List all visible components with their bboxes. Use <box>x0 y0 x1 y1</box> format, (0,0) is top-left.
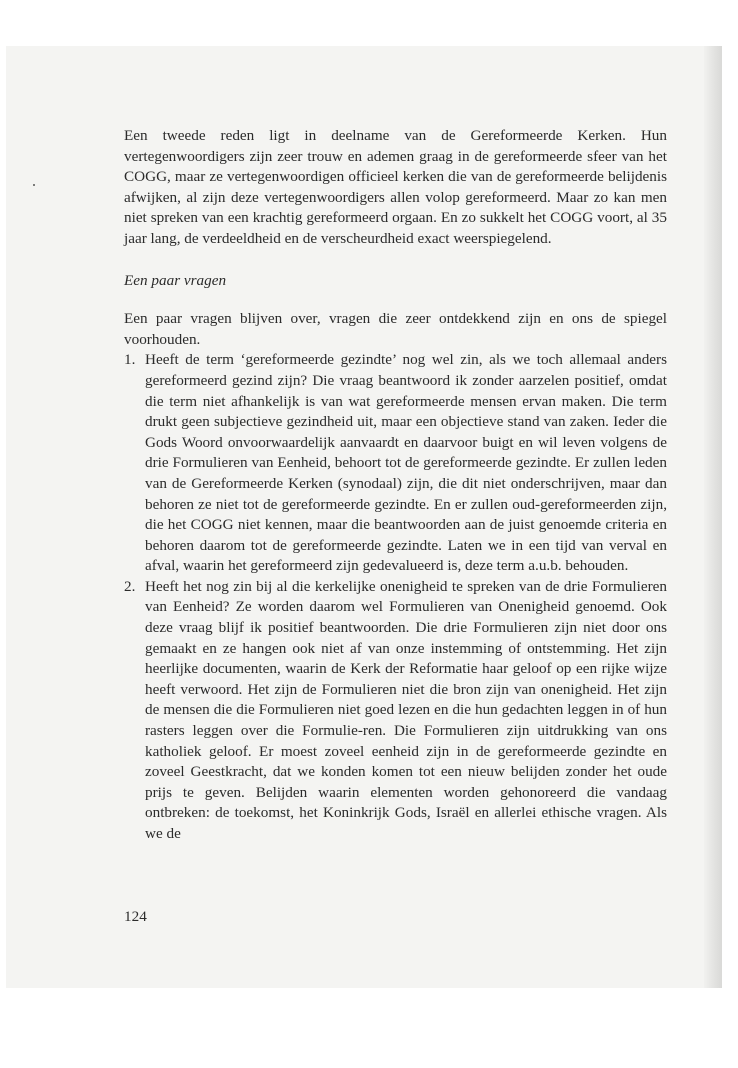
page-number: 124 <box>124 908 147 925</box>
question-item <box>124 577 667 845</box>
question-list <box>124 350 667 844</box>
section-heading: Een paar vragen <box>124 271 227 289</box>
question-number: 2. <box>124 577 136 595</box>
intro-paragraph: Een tweede reden ligt in deelname van de Gereformeerde Kerken. Hun vertegenwoordigers zijn zeer trouw en ademen graag in de gereformeerde sfeer van het COGG, maar ze vertegenwoordigen officieel kerken die van de gereformeerde belijdenis afwijken, al zijn deze vertegenwoordigers allen volop gereformeerd. Maar zo kan men niet spreken van een krachtig gereformeerd orgaan. En zo sukkelt het COGG voort, al 35 jaar lang, de verdeeldheid en de verscheurdheid exact weerspiegelend. <box>124 127 667 247</box>
stray-mark <box>33 184 35 186</box>
question-text: Heeft de term ‘gereformeerde gezindte’ nog wel zin, als we toch allemaal anders gereformeerd gezind zijn? Die vraag beantwoord ik zonder aarzelen positief, omdat die term niet afhankelijk is van wat gereformeerde mensen ervan maken. Die term drukt geen subjectieve gezindheid uit, maar een objectieve stand van zaken. Ieder die Gods Woord onvoorwaardelijk aanvaardt en daarvoor buigt en wil leven volgens de drie Formulieren van Eenheid, behoort tot de gereformeerde gezindte. Er zullen leden van de Gereformeerde Kerken (synodaal) zijn, die dit niet onderschrijven, maar dan behoren ze niet tot de gereformeerde gezindte. En er zullen oud-gereformeerden zijn, die het COGG niet kennen, maar die beantwoorden aan de juist genoemde criteria en behoren daarom tot de gereformeerde gezindte. Laten we in een tijd van verval en afval, waarin het gereformeerd zijn gedevalueerd is, deze term a.u.b. behouden. <box>145 351 667 575</box>
page-content <box>124 126 667 845</box>
page-edge <box>722 40 738 995</box>
lead-paragraph: Een paar vragen blijven over, vragen die zeer ontdekkend zijn en ons de spiegel voorhouden. <box>124 310 667 348</box>
book-spine-shadow <box>704 46 722 988</box>
question-item <box>124 350 667 577</box>
question-text: Heeft het nog zin bij al die kerkelijke onenigheid te spreken van de drie Formulieren van Eenheid? Ze worden daarom wel Formulieren van Onenigheid genoemd. Ook deze vraag blijf ik positief beantwoorden. Die drie Formulieren zijn niet door ons gemaakt en ze hangen ook niet af van onze instemming of ontstemming. Het zijn heerlijke documenten, waarin de Kerk der Reformatie haar geloof op een rijke wijze heeft verwoord. Het zijn de Formulieren niet die bron zijn van onenigheid. Het zijn de mensen die die Formulieren niet goed lezen en die hun gedachten leggen in of hun rasters leggen over die Formulie-ren. Die Formulieren zijn uitdrukking van ons katholiek geloof. Er moest zoveel eenheid zijn in de gereformeerde gezindte en zoveel Geestkracht, dat we konden komen tot een nieuw belijden zonder het oude prijs te geven. Belijden waarin elementen worden gehonoreerd die vandaag ontbreken: de toekomst, het Koninkrijk Gods, Israël en allerlei ethische vragen. Als we de <box>145 577 667 842</box>
question-number: 1. <box>124 351 136 369</box>
